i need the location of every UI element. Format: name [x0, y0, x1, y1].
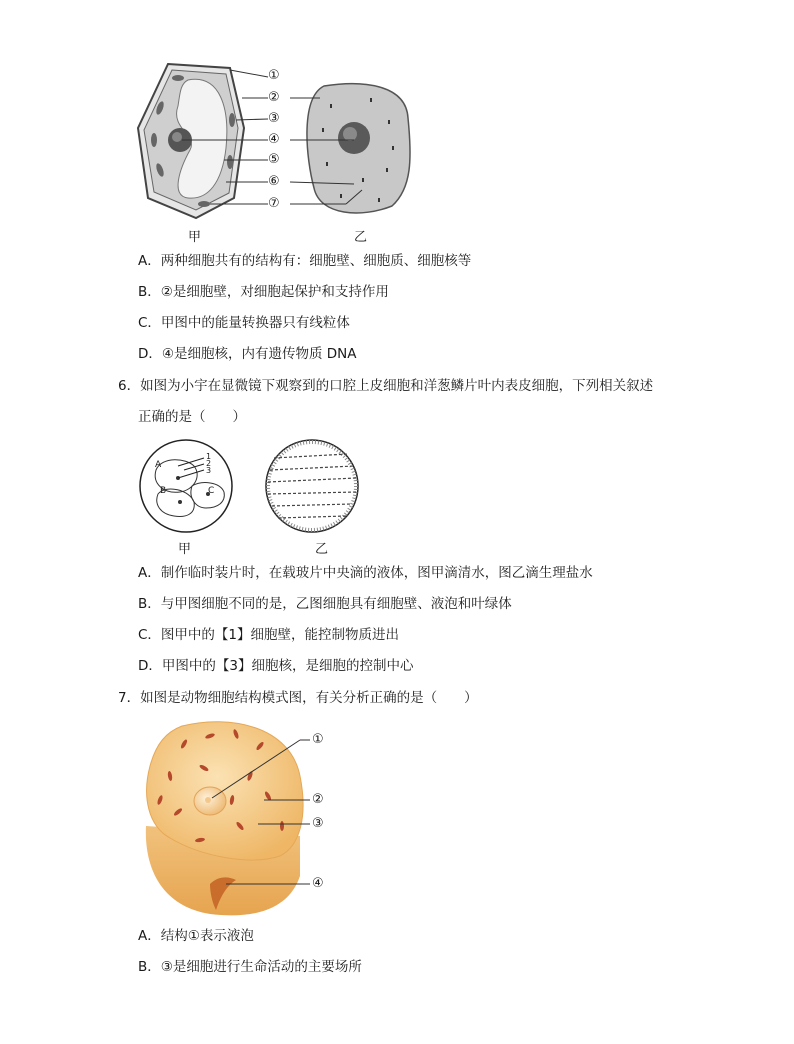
pointer-number-1: 1: [206, 452, 212, 461]
q7-option-a: A．结构①表示液泡: [138, 928, 254, 944]
q5-option-a: A．两种细胞共有的结构有：细胞壁、细胞质、细胞核等: [138, 253, 472, 269]
q6-option-b: B．与甲图细胞不同的是，乙图细胞具有细胞壁、液泡和叶绿体: [138, 596, 512, 612]
marker-4: ④: [268, 132, 280, 147]
cell-letter-c: C: [208, 486, 215, 496]
q6-option-c: C．图甲中的【1】细胞壁，能控制物质进出: [138, 627, 400, 643]
figure-plant-animal-cells: [130, 58, 430, 248]
q7-marker-4: ④: [312, 876, 324, 891]
q7-marker-3: ③: [312, 816, 324, 831]
q6-option-d: D．甲图中的【3】细胞核，是细胞的控制中心: [138, 658, 414, 674]
marker-1: ①: [268, 68, 280, 83]
marker-6: ⑥: [268, 174, 280, 189]
cell-letter-b: B: [160, 486, 167, 496]
marker-5: ⑤: [268, 152, 280, 167]
q5-option-c: C．甲图中的能量转换器只有线粒体: [138, 315, 350, 331]
q5-option-d: D．④是细胞核，内有遗传物质 DNA: [138, 346, 357, 362]
q7-option-b: B．③是细胞进行生命活动的主要场所: [138, 959, 362, 975]
figure-animal-cell-model: [140, 716, 340, 920]
microscope-diagram: [134, 436, 374, 546]
animal-cell-3d: [140, 716, 340, 920]
cell-letter-a: A: [155, 460, 162, 470]
q7-marker-1: ①: [312, 732, 324, 747]
q6-stem-line1: 6．如图为小宇在显微镜下观察到的口腔上皮细胞和洋葱鳞片叶内表皮细胞，下列相关叙述: [118, 378, 654, 394]
figure-microscope-views: [134, 436, 374, 546]
figure-label-yi-2: 乙: [315, 542, 329, 557]
pointer-number-3: 3: [206, 466, 212, 475]
q7-marker-2: ②: [312, 792, 324, 807]
cell-diagram-1: [130, 58, 430, 248]
figure-label-jia: 甲: [188, 230, 202, 245]
pointer-number-2: 2: [206, 459, 212, 468]
q7-stem: 7．如图是动物细胞结构模式图，有关分析正确的是（ ）: [118, 690, 478, 706]
marker-3: ③: [268, 111, 280, 126]
marker-2: ②: [268, 90, 280, 105]
figure-label-jia-2: 甲: [178, 542, 192, 557]
q6-stem-line2: 正确的是（ ）: [138, 409, 246, 425]
figure-label-yi: 乙: [354, 230, 368, 245]
q5-option-b: B．②是细胞壁，对细胞起保护和支持作用: [138, 284, 389, 300]
q6-option-a: A．制作临时装片时，在载玻片中央滴的液体，图甲滴清水，图乙滴生理盐水: [138, 565, 593, 581]
marker-7: ⑦: [268, 196, 280, 211]
